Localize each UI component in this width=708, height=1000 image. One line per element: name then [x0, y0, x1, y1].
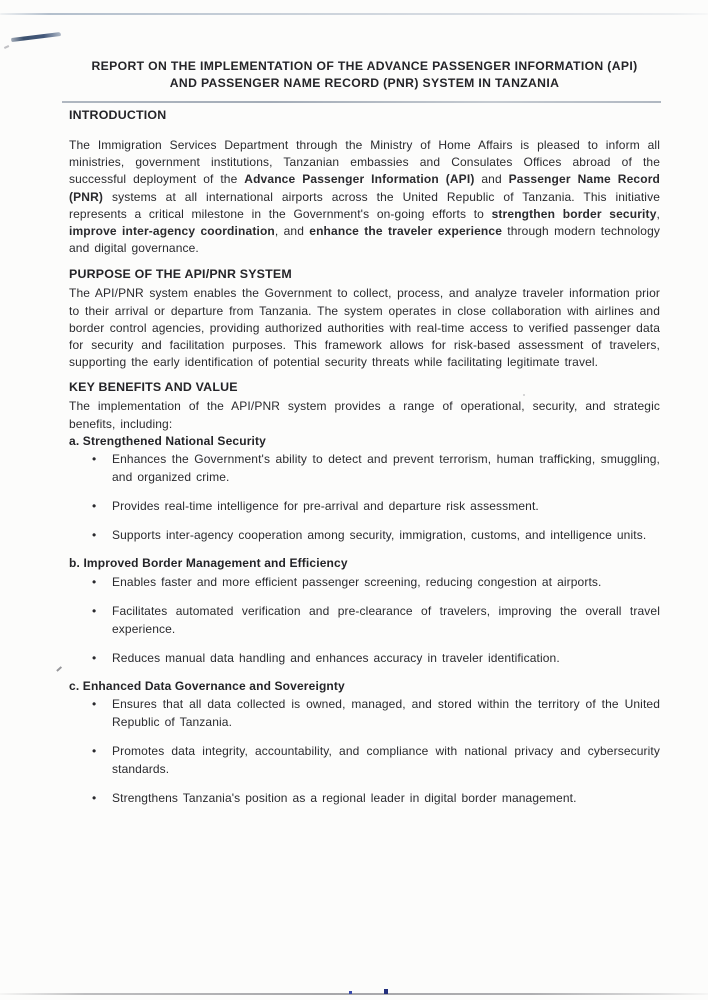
pen-stroke — [11, 32, 61, 42]
bullet-item — [92, 497, 660, 515]
ink-speck — [349, 991, 352, 994]
bullet-text: Enhances the Government's ability to detect and prevent terrorism, human trafficking, smuggling, and organized crime. — [112, 452, 660, 485]
bullet-icon: • — [92, 528, 97, 543]
bullet-text: Enables faster and more efficient passenger screening, reducing congestion at airports. — [112, 574, 602, 589]
bullet-item — [92, 526, 660, 544]
benefits-intro-paragraph: The implementation of the API/PNR system provides a range of operational, security, and strategic benefits, including: — [69, 399, 660, 431]
introduction-paragraph — [69, 137, 660, 257]
bullet-item — [92, 573, 660, 591]
scan-speck — [523, 394, 525, 396]
bullet-icon: • — [92, 697, 97, 712]
text-segment-bold: enhance the traveler experience — [309, 224, 503, 239]
text-segment: and — [474, 172, 509, 187]
ink-speck — [384, 989, 388, 994]
document-title — [69, 58, 660, 92]
benefit-group-a — [69, 433, 660, 544]
benefit-group-b-label: b. Improved Border Management and Efficiency — [69, 556, 348, 571]
title-line-1: REPORT ON THE IMPLEMENTATION OF THE ADVANCE PASSENGER INFORMATION (API) — [91, 59, 638, 73]
scan-speck — [566, 461, 569, 464]
purpose-paragraph: The API/PNR system enables the Government to collect, process, and analyze traveler information prior to their arrival or departure from Tanzania. The system operates in close collaboration with airlines and border control agencies, providing authorized authorities with real-time access to verified passenger data for security and facilitation purposes. This framework allows for risk-based assessment of travelers, supporting the early identification of potential security threats while facilitating legitimate travel. — [69, 286, 660, 370]
text-segment: , — [656, 206, 660, 221]
benefit-group-b — [69, 555, 660, 666]
section-heading-purpose: PURPOSE OF THE API/PNR SYSTEM — [69, 267, 292, 282]
document-content — [69, 0, 660, 818]
text-segment-bold: improve inter-agency coordination — [69, 224, 275, 239]
bullet-item — [92, 649, 660, 667]
bullet-text: Ensures that all data collected is owned, managed, and stored within the territory of the United Republic of Tanzania. — [112, 697, 660, 730]
bullet-text: Promotes data integrity, accountability, and compliance with national privacy and cybersecurity standards. — [112, 744, 660, 777]
pen-smudge-mark — [11, 31, 61, 41]
bullet-icon: • — [92, 499, 97, 514]
text-segment-bold: strengthen border security — [491, 206, 657, 221]
bullet-text: Provides real-time intelligence for pre-arrival and departure risk assessment. — [112, 499, 539, 514]
scan-speck — [4, 45, 9, 48]
horizontal-rule — [62, 101, 661, 103]
bullet-icon: • — [92, 791, 97, 806]
text-segment: The Immigration Services Department through the Ministry of Home Affairs is pleased to inform all ministries, government institutions, Tanzanian embassies and Consulates Offices abroad of the successful deployment of the — [69, 138, 660, 187]
bullet-item — [92, 789, 660, 807]
benefit-group-c — [69, 678, 660, 807]
bullet-text: Facilitates automated verification and pre-clearance of travelers, improving the overall travel experience. — [112, 603, 660, 636]
bullet-icon: • — [92, 603, 97, 618]
text-segment: through modern technology and digital governance. — [69, 224, 660, 256]
scan-bottom-edge-artifact — [0, 993, 708, 995]
section-heading-benefits: KEY BENEFITS AND VALUE — [69, 380, 238, 395]
title-line-2: AND PASSENGER NAME RECORD (PNR) SYSTEM IN TANZANIA — [169, 76, 560, 90]
text-segment-bold: Advance Passenger Information (API) — [244, 172, 475, 187]
bullet-item — [92, 450, 660, 486]
bullet-icon: • — [92, 744, 97, 759]
scan-tick-artifact — [56, 666, 62, 671]
text-segment-bold: Passenger Name Record (PNR) — [69, 172, 660, 204]
bullet-icon: • — [92, 574, 97, 589]
section-heading-introduction: INTRODUCTION — [69, 108, 167, 122]
bullet-item — [92, 695, 660, 731]
benefit-group-a-label: a. Strengthened National Security — [69, 433, 266, 448]
bullet-item — [92, 742, 660, 778]
bullet-text: Supports inter-agency cooperation among security, immigration, customs, and intelligence units. — [112, 528, 647, 543]
bullet-text: Reduces manual data handling and enhances accuracy in traveler identification. — [112, 650, 560, 665]
bullet-text: Strengthens Tanzania's position as a regional leader in digital border management. — [112, 791, 577, 806]
benefit-group-c-label: c. Enhanced Data Governance and Sovereignty — [69, 678, 345, 693]
bullet-icon: • — [92, 650, 97, 665]
bullet-icon: • — [92, 452, 97, 467]
text-segment: , and — [274, 224, 310, 239]
bullet-item — [92, 602, 660, 638]
text-segment: systems at all international airports across the United Republic of Tanzania. This initiative represents a critical milestone in the Government's on-going efforts to — [69, 189, 660, 221]
